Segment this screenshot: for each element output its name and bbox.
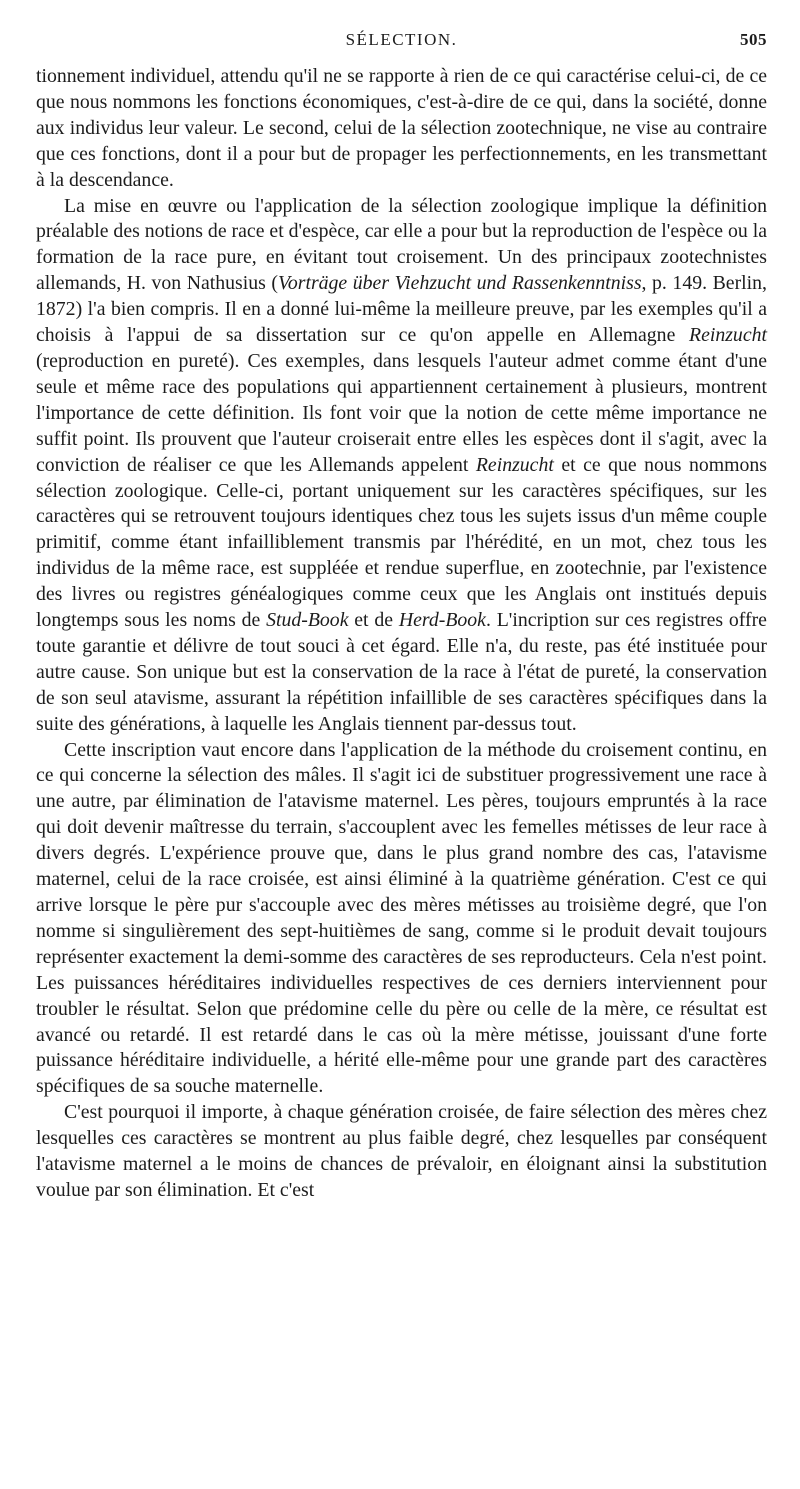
text-run: , p. 149. Berlin, 1872) l'a bien compris. Il en a donné lui-même la meilleure preuve, par les exemples qu'il a choisis à l'appui de sa dissertation sur ce qu'on appelle en Allemagne bbox=[36, 272, 767, 347]
italic-term: Reinzucht bbox=[688, 324, 767, 347]
text-run: tionnement individuel, attendu qu'il ne se rapporte à rien de ce qui caractérise celui-ci, de ce que nous nommons les fonctions économiques, c'est-à-dire de ce qui, dans la société, donne aux individus leur valeur. Le second, celui de la sélection zootechnique, ne vise au contraire que ces fonctions, dont il a pour but de propager les perfectionnements, en les transmettant à la descendance. bbox=[36, 65, 767, 191]
text-run: . L'incription sur ces registres offre toute garantie et délivre de tout souci à cet égard. Elle n'a, du reste, pas été instituée pour autre cause. Son unique but est la conservation de la race à l'état de pureté, la conservation de son seul atavisme, assurant la répétition infaillible de ses caractères spécifiques dans la suite des générations, à laquelle les Anglais tiennent par-dessus tout. bbox=[36, 609, 767, 735]
paragraph bbox=[36, 194, 767, 738]
text-run: C'est pourquoi il importe, à chaque génération croisée, de faire sélection des mères chez lesquelles ces caractères se montrent au plus faible degré, chez lesquelles par conséquent l'atavisme maternel a le moins de chances de prévaloir, en éloignant ainsi la substitution voulue par son élimination. Et c'est bbox=[36, 1101, 767, 1201]
text-run: La mise en œuvre ou l'application de la sélection zoologique implique la définition préalable des notions de race et d'espèce, car elle a pour but la reproduction de l'espèce ou la formation de la race pure, en évitant tout croisement. Un des principaux zootechnistes allemands, H. von Nathusius ( bbox=[36, 194, 768, 295]
italic-term: Reinzucht bbox=[475, 453, 554, 476]
running-head bbox=[36, 30, 767, 64]
text-run: Cette inscription vaut encore dans l'application de la méthode du croisement continu, en ce qui concerne la sélection des mâles. Il s'agit ici de substituer progressivement une race à une autre, par élimination de l'atavisme maternel. Les pères, toujours empruntés à la race qui doit devenir maîtresse du terrain, s'accouplent avec les femelles métisses de leur race à divers degrés. L'expérience prouve que, dans le plus grand nombre des cas, l'atavisme maternel, celui de la race croisée, est ainsi éliminé à la quatrième génération. C'est ce qui arrive lorsque le père pur s'accouple avec des mères métisses au troisième degré, que l'on nomme si singulièrement des sept-huitièmes de sang, comme si le produit devait toujours représenter exactement la demi-somme des caractères de ses reproducteurs. Cela n'est point. Les puissances héréditaires individuelles respectives de ces derniers interviennent pour troubler le résultat. Selon que prédomine celle du père ou celle de la mère, ce résultat est avancé ou retardé. Il est retardé dans le cas où la mère métisse, jouissant d'une forte puissance héréditaire individuelle, a hérité elle-même pour une grande part des caractères spécifiques de sa souche maternelle. bbox=[36, 738, 767, 1098]
italic-term: Herd-Book bbox=[398, 609, 486, 632]
body-text bbox=[36, 64, 767, 1204]
paragraph bbox=[36, 738, 767, 1101]
page-number: 505 bbox=[740, 30, 767, 49]
book-title: Vorträge über Viehzucht und Rassenkenntniss bbox=[277, 272, 642, 295]
text-run: et ce que nous nommons sélection zoologique. Celle-ci, portant uniquement sur les caractères spécifiques, sur les caractères qui se retrouvent toujours identiques chez tous les sujets issus d'un même couple primitif, comme étant infailliblement transmis par l'hérédité, en un mot, chez tous les individus de la même race, est suppléée et rendue superflue, en zootechnie, par l'existence des livres ou registres généalogiques comme ceux que les Anglais ont institués depuis longtemps sous les noms de bbox=[36, 453, 768, 632]
book-page bbox=[36, 30, 767, 1204]
text-run: (reproduction en pureté). Ces exemples, dans lesquels l'auteur admet comme étant d'une seule et même race des populations qui appartiennent certainement à plusieurs, montrent l'importance de cette définition. Ils font voir que la notion de cette même importance ne suffit point. Ils prouvent que l'auteur croiserait entre elles les espèces dont il s'agit, avec la conviction de réaliser ce que les Allemands appelent bbox=[36, 349, 767, 476]
paragraph bbox=[36, 1100, 767, 1204]
italic-term: Stud-Book bbox=[266, 609, 349, 632]
running-title: SÉLECTION. bbox=[345, 30, 458, 49]
paragraph bbox=[36, 64, 767, 194]
text-run: et de bbox=[348, 609, 399, 632]
